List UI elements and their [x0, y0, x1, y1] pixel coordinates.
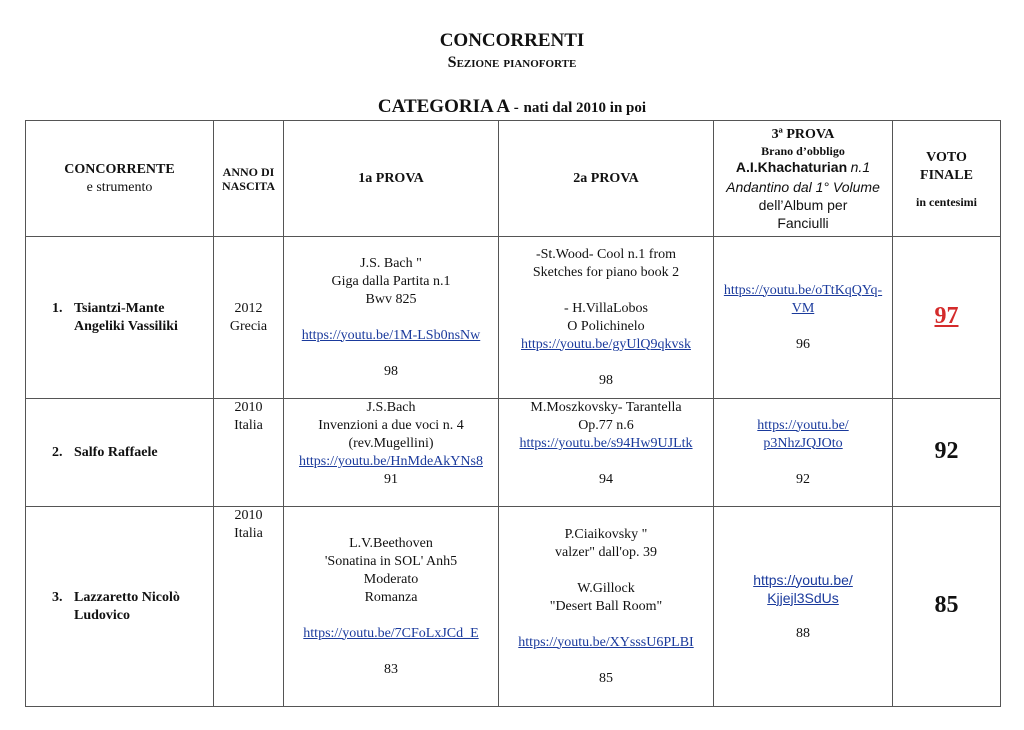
category-main: CATEGORIA A: [377, 96, 510, 117]
prova1-cell: [284, 507, 499, 707]
piece-line: Giga dalla Partita n.1: [331, 273, 451, 289]
prova1-cell: [284, 237, 499, 399]
piece-line: P.Ciaikovsky ": [564, 526, 648, 542]
birth-country: Italia: [234, 418, 263, 433]
prova2-cell: [499, 399, 714, 507]
prova2-video-link[interactable]: https://youtu.be/s94Hw9UJLtk: [519, 436, 693, 451]
prova2-video-link[interactable]: https://youtu.be/gyUlQ9qkvsk: [521, 336, 691, 352]
header-anno: [214, 121, 284, 237]
header-prova2: 2a PROVA: [499, 121, 714, 237]
piece-line: W.Gillock: [577, 580, 635, 596]
header-prova3-composer: A.I.Khachaturian: [735, 158, 848, 175]
category-heading: [0, 96, 1024, 118]
piece-line: -St.Wood- Cool n.1 from: [535, 246, 677, 262]
header-prova3: [714, 121, 893, 237]
header-concorrente: [26, 121, 214, 237]
birth-cell: [214, 507, 284, 707]
prova1-score: 83: [384, 661, 398, 677]
prova3-link-part1: https://youtu.be/: [753, 571, 853, 588]
name-line1: Lazzaretto Nicolò: [74, 589, 180, 605]
prova3-cell: [714, 237, 893, 399]
prova1-cell: [284, 399, 499, 507]
birth-year: 2010: [234, 400, 263, 415]
birth-cell: [214, 399, 284, 507]
final-score-cell: [893, 399, 1001, 507]
document-title: CONCORRENTI: [439, 30, 585, 51]
final-score: 97: [934, 302, 959, 329]
header-concorrente-label: CONCORRENTE: [64, 161, 175, 177]
header-voto-line2: FINALE: [920, 167, 973, 183]
piece-line: Romanza: [364, 589, 418, 605]
final-score: 92: [934, 437, 959, 464]
piece-line: - H.VillaLobos: [564, 300, 648, 316]
prova3-video-link[interactable]: [757, 418, 848, 451]
prova3-link-part1: https://youtu.be/: [757, 417, 849, 433]
table-row: [26, 507, 1001, 707]
header-voto-line3: in centesimi: [916, 194, 977, 209]
birth-country: Grecia: [229, 318, 268, 334]
birth-cell: [214, 237, 284, 399]
prova2-cell: [499, 237, 714, 399]
final-score-cell: [893, 237, 1001, 399]
piece-line: Bwv 825: [365, 291, 417, 307]
prova2-cell: [499, 507, 714, 707]
piece-line: (rev.Mugellini): [348, 436, 434, 451]
competitor-name: [26, 237, 214, 399]
prova2-score: 98: [599, 372, 613, 388]
prova1-video-link[interactable]: https://youtu.be/7CFoLxJCd_E: [303, 625, 479, 641]
header-anno-line1: ANNO DI: [222, 164, 275, 179]
piece-line: Invenzioni a due voci n. 4: [318, 418, 464, 433]
piece-line: L.V.Beethoven: [349, 535, 433, 551]
final-score-cell: [893, 507, 1001, 707]
header-prova3-title: 3ª PROVA: [771, 126, 835, 142]
name-line1: Salfo Raffaele: [74, 444, 158, 460]
prova2-score: 85: [599, 670, 613, 686]
piece-line: valzer" dall'op. 39: [555, 544, 657, 560]
name-line2: Angeliki Vassiliki: [74, 318, 178, 334]
piece-line: M.Moszkovsky- Tarantella: [530, 400, 682, 415]
prova3-cell: [714, 507, 893, 707]
piece-line: J.S. Bach ": [360, 255, 422, 271]
piece-line: Moderato: [363, 571, 419, 587]
piece-line: O Polichinelo: [567, 318, 645, 334]
header-prova1: 1a PROVA: [284, 121, 499, 237]
birth-country: Italia: [234, 526, 263, 541]
row-number: 3.: [52, 589, 63, 605]
competitor-name: [26, 399, 214, 507]
header-voto-line1: VOTO: [926, 149, 967, 165]
prova3-cell: [714, 399, 893, 507]
prova1-score: 98: [384, 363, 398, 379]
prova3-video-link[interactable]: [724, 283, 882, 316]
row-number: 2.: [52, 444, 63, 460]
prova3-link-part2: p3NhzJQJOto: [763, 435, 843, 451]
prova1-score: 91: [384, 472, 398, 487]
header-voto: [893, 121, 1001, 237]
piece-line: 'Sonatina in SOL' Anh5: [324, 553, 458, 569]
row-number: 1.: [52, 300, 63, 316]
competitors-table: [25, 120, 1001, 707]
table-row: [26, 237, 1001, 399]
name-line1: Tsiantzi-Mante: [74, 300, 165, 316]
final-score: 85: [934, 591, 959, 618]
header-strumento-label: e strumento: [86, 179, 153, 195]
prova1-video-link[interactable]: https://youtu.be/1M-LSb0nsNw: [301, 327, 481, 343]
header-prova3-piece: Andantino dal 1° Volume: [726, 178, 880, 195]
category-detail: nati dal 2010 in poi: [523, 100, 647, 116]
piece-line: Op.77 n.6: [578, 418, 634, 433]
category-separator: -: [513, 100, 519, 116]
section-subtitle: Sezione pianoforte: [447, 54, 577, 71]
piece-line: "Desert Ball Room": [549, 598, 663, 614]
prova3-link-part2: VM: [791, 300, 815, 316]
prova3-score: 96: [796, 336, 810, 352]
prova3-score: 92: [796, 471, 810, 487]
header-prova3-album-1: dell’Album per: [758, 196, 848, 213]
prova1-video-link[interactable]: https://youtu.be/HnMdeAkYNs8: [299, 454, 483, 469]
piece-line: J.S.Bach: [366, 400, 416, 415]
prova3-link-part1: https://youtu.be/oTtKqQYq-: [723, 282, 883, 298]
name-line2: Ludovico: [74, 607, 131, 623]
table-header-row: [26, 121, 1001, 237]
piece-line: Sketches for piano book 2: [532, 264, 680, 280]
header-prova3-sub: Brano d’obbligo: [761, 143, 845, 158]
header-prova3-album-2: Fanciulli: [777, 214, 829, 231]
competitor-name: [26, 507, 214, 707]
table-row: [26, 399, 1001, 507]
prova3-score: 88: [796, 625, 810, 641]
prova2-score: 94: [599, 472, 613, 487]
prova3-link-part2: Kjjejl3SdUs: [767, 589, 839, 606]
header-prova3-n: n.1: [850, 158, 871, 175]
birth-year: 2010: [234, 508, 263, 523]
prova2-video-link[interactable]: https://youtu.be/XYsssU6PLBI: [518, 634, 694, 650]
prova3-video-link[interactable]: [753, 572, 853, 606]
header-anno-line2: NASCITA: [221, 178, 276, 193]
birth-year: 2012: [234, 300, 263, 316]
